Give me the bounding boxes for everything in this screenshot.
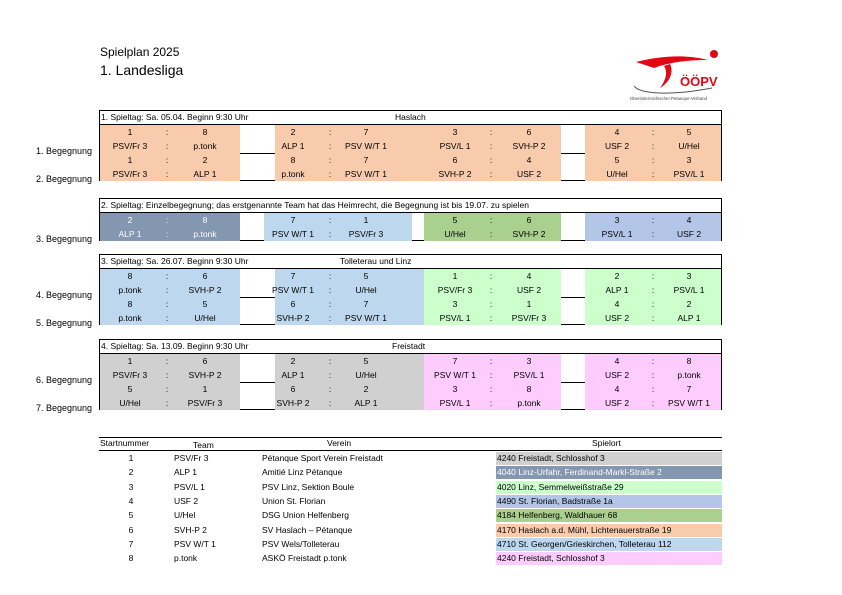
team-name: U/Hel [194,313,216,323]
match-cell [424,269,561,297]
start-number: 6 [202,356,208,366]
legend-team: SVH-P 2 [174,524,207,535]
spieltag-header [100,340,722,353]
team-name: U/Hel [606,169,628,179]
vs-separator: : [651,285,655,295]
start-number: 2 [127,215,133,225]
match-cell [275,153,424,181]
team-name: PSV/L 1 [439,398,471,408]
vs-separator: : [489,299,493,309]
legend-verein: Amitié Linz Pétanque [262,467,343,478]
vs-separator: : [489,141,493,151]
legend-team: PSV/Fr 3 [174,453,209,463]
start-number: 3 [686,271,692,281]
start-number: 2 [202,155,208,165]
start-number: 4 [686,215,692,225]
legend-rule [99,450,722,451]
team-name: USF 2 [516,169,542,179]
legend-startnummer: 7 [128,538,134,549]
match-cell [100,153,240,181]
start-number: 7 [290,215,296,225]
legend-verein: Pétanque Sport Verein Freistadt [262,453,383,463]
begegnung-row [100,213,721,241]
team-name: PSV/L 1 [601,229,633,239]
match-cell [100,269,240,297]
team-name: U/Hel [355,370,377,380]
legend-team: PSV W/T 1 [174,538,216,549]
vs-separator: : [489,398,493,408]
spieltag-block [99,110,722,181]
vs-separator: : [165,356,169,366]
legend-spielort: 4040 Linz-Urfahr, Ferdinand-Markl-Straße 2 [496,466,722,479]
vs-separator: : [489,384,493,394]
vs-separator: : [328,299,332,309]
team-name: PSV W/T 1 [272,285,314,295]
match-cell [275,382,424,410]
team-name: p.tonk [118,285,142,295]
team-name: USF 2 [604,313,630,323]
vs-separator: : [165,155,169,165]
start-number: 6 [526,127,532,137]
start-number: 3 [452,127,458,137]
start-number: 4 [614,356,620,366]
vs-separator: : [489,229,493,239]
vs-separator: : [489,285,493,295]
team-name: PSV W/T 1 [345,141,387,151]
vs-separator: : [328,141,332,151]
spieltag-title: 2. Spieltag: Einzelbegegnung; das erstgenannte Team hat das Heimrecht, die Begegnung ist bis 19.07. zu spielen [101,200,529,210]
start-number: 1 [127,155,133,165]
legend-team: PSV/L 1 [174,481,205,492]
vs-separator: : [489,271,493,281]
header-verein: Verein [327,438,352,448]
vs-separator: : [489,313,493,323]
team-name: ALP 1 [281,141,305,151]
match-cell [585,213,721,241]
start-number: 8 [686,356,692,366]
legend-startnummer: 3 [128,481,134,492]
team-name: p.tonk [193,141,217,151]
league-title: 1. Landesliga [100,62,184,78]
vs-separator: : [489,370,493,380]
start-number: 4 [614,127,620,137]
start-number: 6 [452,155,458,165]
start-number: 5 [614,155,620,165]
team-name: U/Hel [119,398,141,408]
start-number: 8 [202,215,208,225]
team-name: ALP 1 [677,313,701,323]
match-cell [424,297,561,325]
page-title: Spielplan 2025 [100,45,180,59]
begegnung-label: 3. Begegnung [35,234,92,244]
start-number: 4 [614,384,620,394]
start-number: 2 [363,384,369,394]
spieltag-location: Freistadt [392,341,426,351]
vs-separator: : [489,155,493,165]
spieltag-header [100,111,722,124]
start-number: 5 [363,271,369,281]
start-number: 6 [290,299,296,309]
begegnung-label: 7. Begegnung [35,403,92,413]
legend-verein: SV Haslach – Pétanque [262,524,353,535]
header-spielort: Spielort [592,438,621,448]
vs-separator: : [328,313,332,323]
vs-separator: : [489,127,493,137]
legend-verein: ASKÖ Freistadt p.tonk [262,553,347,564]
team-name: PSV W/T 1 [345,313,387,323]
vs-separator: : [328,215,332,225]
team-name: PSV/Fr 3 [348,229,384,239]
vs-separator: : [328,285,332,295]
start-number: 4 [526,271,532,281]
team-name: p.tonk [193,229,217,239]
spieltag-title: 1. Spieltag: Sa. 05.04. Beginn 9:30 Uhr [101,112,249,122]
match-cell [585,354,721,382]
team-name: U/Hel [678,141,700,151]
team-name: SVH-P 2 [188,370,222,380]
start-number: 7 [290,271,296,281]
match-cell [275,354,424,382]
begegnung-label: 6. Begegnung [35,375,92,385]
match-cell [424,382,561,410]
start-number: 5 [363,356,369,366]
vs-separator: : [651,141,655,151]
vs-separator: : [165,313,169,323]
start-number: 1 [127,356,133,366]
match-cell [585,297,721,325]
vs-separator: : [651,155,655,165]
match-cell [424,153,561,181]
vs-separator: : [328,127,332,137]
start-number: 8 [127,271,133,281]
team-name: PSV/L 1 [439,141,471,151]
vs-separator: : [489,356,493,366]
vs-separator: : [651,299,655,309]
vs-separator: : [651,313,655,323]
team-name: PSV/L 1 [673,285,705,295]
team-name: ALP 1 [193,169,217,179]
team-name: SVH-P 2 [276,398,310,408]
vs-separator: : [651,127,655,137]
start-number: 2 [614,271,620,281]
vs-separator: : [165,169,169,179]
team-name: PSV/Fr 3 [437,285,473,295]
start-number: 5 [202,299,208,309]
begegnung-row [100,269,721,297]
team-name: PSV/Fr 3 [511,313,547,323]
start-number: 5 [686,127,692,137]
start-number: 4 [526,155,532,165]
vs-separator: : [328,169,332,179]
begegnung-label: 5. Begegnung [35,318,92,328]
team-name: SVH-P 2 [512,229,546,239]
start-number: 3 [452,299,458,309]
start-number: 7 [363,299,369,309]
vs-separator: : [489,169,493,179]
match-cell [100,297,240,325]
team-name: U/Hel [444,229,466,239]
start-number: 8 [290,155,296,165]
legend-team: p.tonk [174,553,198,564]
start-number: 3 [614,215,620,225]
start-number: 6 [202,271,208,281]
start-number: 1 [526,299,532,309]
begegnung-row [100,153,721,181]
team-name: USF 2 [604,141,630,151]
start-number: 5 [452,215,458,225]
legend-spielort: 4240 Freistadt, Schlosshof 3 [496,552,722,565]
team-name: PSV/Fr 3 [112,169,148,179]
vs-separator: : [489,215,493,225]
team-name: ALP 1 [605,285,629,295]
start-number: 2 [686,299,692,309]
match-cell [100,354,240,382]
legend-team: USF 2 [174,495,199,506]
legend-verein: Union St. Florian [262,495,326,506]
vs-separator: : [165,215,169,225]
spieltag-location: Tolleterau und Linz [340,256,412,266]
spieltag-header [100,255,722,268]
vs-separator: : [328,356,332,366]
legend-verein: PSV Linz, Sektion Boule [262,481,355,492]
begegnung-label: 2. Begegnung [35,174,92,184]
vs-separator: : [165,271,169,281]
team-name: USF 2 [516,285,542,295]
team-name: USF 2 [604,398,630,408]
vs-separator: : [651,229,655,239]
legend-spielort: 4240 Freistadt, Schlosshof 3 [496,452,722,465]
team-name: PSV/Fr 3 [187,398,223,408]
vs-separator: : [328,229,332,239]
vs-separator: : [328,370,332,380]
start-number: 7 [452,356,458,366]
svg-text:Oberösterreichischer Petanque-: Oberösterreichischer Petanque-Verband [630,96,707,101]
match-cell [585,382,721,410]
match-cell [272,269,424,297]
vs-separator: : [165,229,169,239]
team-name: PSV/L 1 [513,370,545,380]
spieltag-title: 3. Spieltag: Sa. 26.07. Beginn 9:30 Uhr [101,256,249,266]
match-cell [424,125,561,153]
match-cell [275,125,424,153]
begegnung-row [100,382,721,410]
match-cell [275,297,424,325]
team-name: U/Hel [355,285,377,295]
begegnung-row [100,354,721,382]
start-number: 8 [127,299,133,309]
legend-startnummer: 2 [128,467,134,478]
start-number: 5 [127,384,133,394]
start-number: 2 [290,127,296,137]
vs-separator: : [328,384,332,394]
start-number: 2 [290,356,296,366]
match-cell [585,269,721,297]
start-number: 7 [363,155,369,165]
team-name: PSV W/T 1 [272,229,314,239]
vs-separator: : [328,398,332,408]
legend-rule [99,437,722,438]
team-name: PSV W/T 1 [434,370,476,380]
begegnung-row [100,125,721,153]
match-cell [100,125,240,153]
vs-separator: : [165,398,169,408]
legend-spielort: 4020 Linz, Semmelweißstraße 29 [496,481,722,494]
oopv-logo-graphic [630,48,722,102]
svg-text:ÖÖPV: ÖÖPV [680,74,718,89]
start-number: 7 [686,384,692,394]
team-name: PSV/L 1 [439,313,471,323]
spieltag-location: Haslach [395,112,426,122]
vs-separator: : [651,356,655,366]
team-name: USF 2 [604,370,630,380]
legend-startnummer: 1 [128,453,134,463]
legend-spielort: 4184 Helfenberg, Waldhauer 68 [496,509,722,522]
legend-verein: PSV Wels/Tolleterau [262,538,340,549]
start-number: 4 [614,299,620,309]
vs-separator: : [328,155,332,165]
match-cell [424,213,561,241]
team-name: USF 2 [676,229,702,239]
header-team: Team [193,440,214,450]
team-name: SVH-P 2 [188,285,222,295]
legend-team: ALP 1 [174,467,198,478]
legend-spielort: 4170 Haslach a.d. Mühl, Lichtenauerstraße 19 [496,524,722,537]
vs-separator: : [651,215,655,225]
team-name: PSV W/T 1 [668,398,710,408]
vs-separator: : [165,370,169,380]
vs-separator: : [651,169,655,179]
vs-separator: : [328,271,332,281]
team-name: PSV W/T 1 [345,169,387,179]
vs-separator: : [165,285,169,295]
match-cell [585,153,721,181]
begegnung-label: 4. Begegnung [35,290,92,300]
header-startnummer: Startnummer [100,438,150,448]
team-name: SVH-P 2 [438,169,472,179]
team-name: ALP 1 [281,370,305,380]
team-name: p.tonk [118,313,142,323]
start-number: 6 [290,384,296,394]
vs-separator: : [651,384,655,394]
vs-separator: : [165,299,169,309]
legend-team: U/Hel [174,510,196,521]
match-cell [100,213,240,241]
begegnung-row [100,297,721,325]
start-number: 8 [526,384,532,394]
vs-separator: : [651,271,655,281]
start-number: 1 [127,127,133,137]
spieltag-block [99,339,722,410]
legend-startnummer: 6 [128,524,134,535]
vs-separator: : [165,141,169,151]
spieltag-title: 4. Spieltag: Sa. 13.09. Beginn 9:30 Uhr [101,341,249,351]
team-name: SVH-P 2 [276,313,310,323]
team-name: p.tonk [677,370,701,380]
team-name: p.tonk [281,169,305,179]
start-number: 3 [686,155,692,165]
legend-startnummer: 8 [128,553,134,564]
match-cell [585,125,721,153]
vs-separator: : [165,384,169,394]
start-number: 1 [452,271,458,281]
team-name: PSV/Fr 3 [112,141,148,151]
vs-separator: : [651,370,655,380]
vs-separator: : [165,127,169,137]
start-number: 3 [452,384,458,394]
team-name: SVH-P 2 [512,141,546,151]
legend-spielort: 4490 St. Florian, Badstraße 1a [496,495,722,508]
start-number: 7 [363,127,369,137]
start-number: 3 [526,356,532,366]
team-name: PSV/L 1 [673,169,705,179]
team-name: ALP 1 [118,229,142,239]
begegnung-label: 1. Begegnung [35,146,92,156]
team-name: p.tonk [517,398,541,408]
legend-spielort: 4710 St. Georgen/Grieskirchen, Tolleterau 112 [496,538,722,551]
spieltag-block [99,254,722,325]
match-cell [100,382,240,410]
start-number: 8 [202,127,208,137]
start-number: 1 [363,215,369,225]
start-number: 1 [202,384,208,394]
vs-separator: : [651,398,655,408]
legend-verein: DSG Union Helfenberg [262,510,349,521]
team-name: PSV/Fr 3 [112,370,148,380]
spieltag-header [100,199,722,212]
legend-startnummer: 4 [128,495,134,506]
start-number: 6 [526,215,532,225]
legend-startnummer: 5 [128,510,134,521]
team-name: ALP 1 [354,398,378,408]
match-cell [264,213,412,241]
oopv-logo [630,48,722,102]
match-cell [424,354,561,382]
spieltag-block [99,198,722,241]
